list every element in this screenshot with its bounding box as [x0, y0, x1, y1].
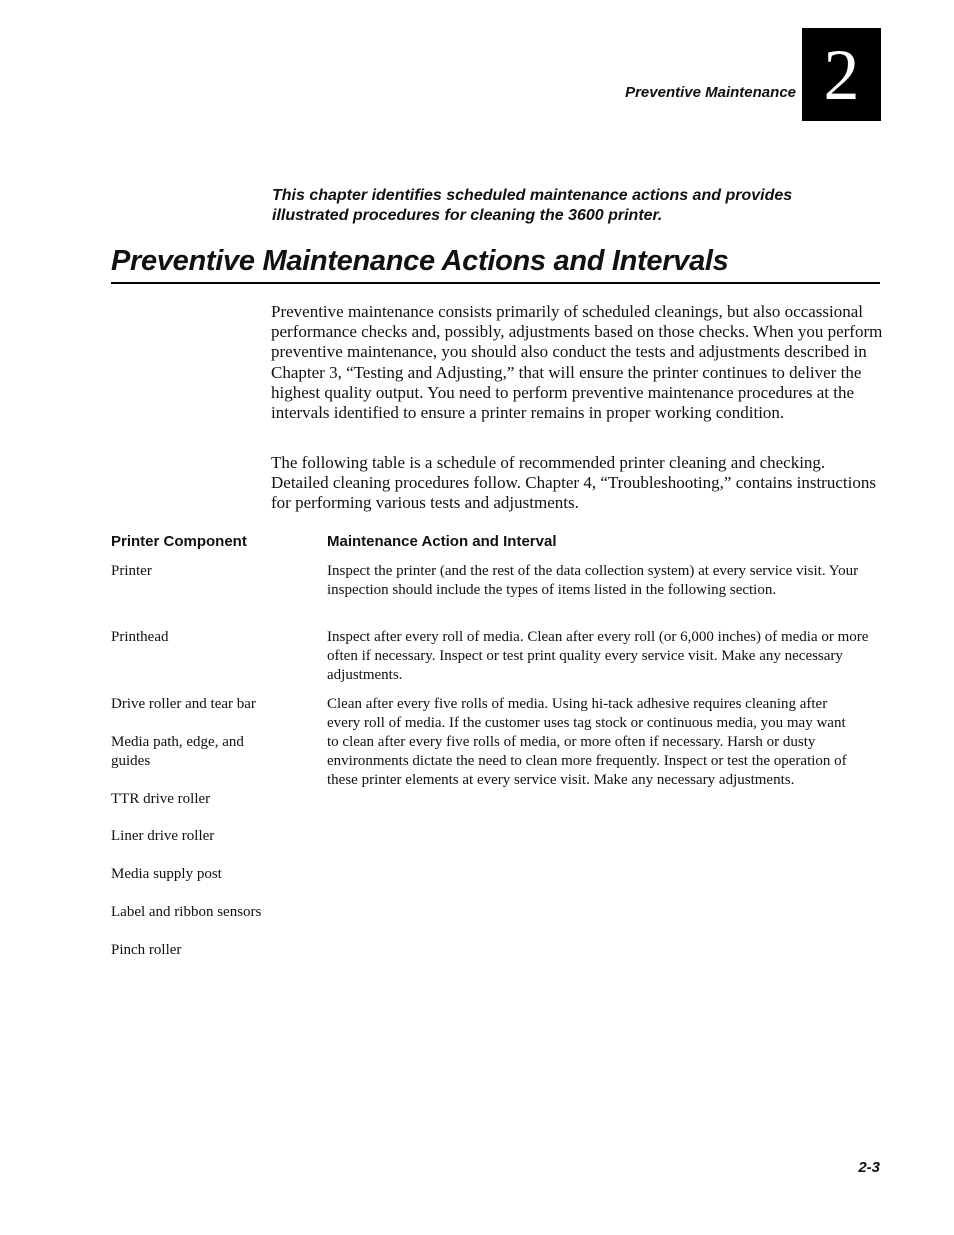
page-number: 2-3 [858, 1159, 880, 1176]
component-cell: Media path, edge, and guides [111, 734, 244, 769]
running-header: Preventive Maintenance [625, 84, 796, 101]
action-cell: Inspect after every roll of media. Clean after every roll (or 6,000 inches) of media or more often if necessary. Inspect or test print quality every service visit. Make any necessary adjustments. [327, 629, 869, 683]
paragraph-text: Preventive maintenance consists primarily of scheduled cleanings, but also occassional performance checks and, possibly, adjustments based on those checks. When you perform preventive maintenance, you should also conduct the tests and adjustments described in Chapter 3, “Testing and Adjusting,” that will ensure the printer continues to deliver the highest quality output. You need to perform preventive maintenance procedures at the intervals identified to ensure a printer remains in proper working condition. [271, 302, 883, 423]
table-header-action: Maintenance Action and Interval [327, 533, 557, 550]
component-cell: TTR drive roller [111, 791, 211, 807]
component-cell: Label and ribbon sensors [111, 904, 262, 920]
component-cell: Printhead [111, 629, 169, 645]
chapter-intro: This chapter identifies scheduled maintenance actions and provides illustrated procedures for cleaning the 3600 printer. [272, 187, 793, 224]
component-cell: Liner drive roller [111, 828, 215, 844]
chapter-number-tab: 2 [802, 28, 881, 121]
component-cell: Pinch roller [111, 942, 182, 958]
table-header-component: Printer Component [111, 533, 247, 550]
paragraph-text: The following table is a schedule of recommended printer cleaning and checking. Detailed cleaning procedures follow. Chapter 4, “Troubleshooting,” contains instructions for performing various tests and adjustments. [271, 453, 876, 513]
component-cell: Printer [111, 563, 152, 579]
action-cell: Inspect the printer (and the rest of the data collection system) at every service visit. Your inspection should include the types of items listed in the following section. [327, 563, 859, 598]
body-paragraph [271, 453, 883, 514]
section-title: Preventive Maintenance Actions and Intervals [111, 242, 880, 284]
action-cell: Clean after every five rolls of media. Using hi-tack adhesive requires cleaning after every roll of media. If the customer uses tag stock or continuous media, you may want to clean after every five rolls of media, or more often if necessary. Harsh or dusty environments dictate the need to clean more frequently. Inspect or test the operation of these printer elements at every service visit. Make any necessary adjustments. [327, 696, 847, 788]
body-paragraph [271, 302, 883, 423]
component-cell: Media supply post [111, 866, 222, 882]
component-cell: Drive roller and tear bar [111, 696, 256, 712]
